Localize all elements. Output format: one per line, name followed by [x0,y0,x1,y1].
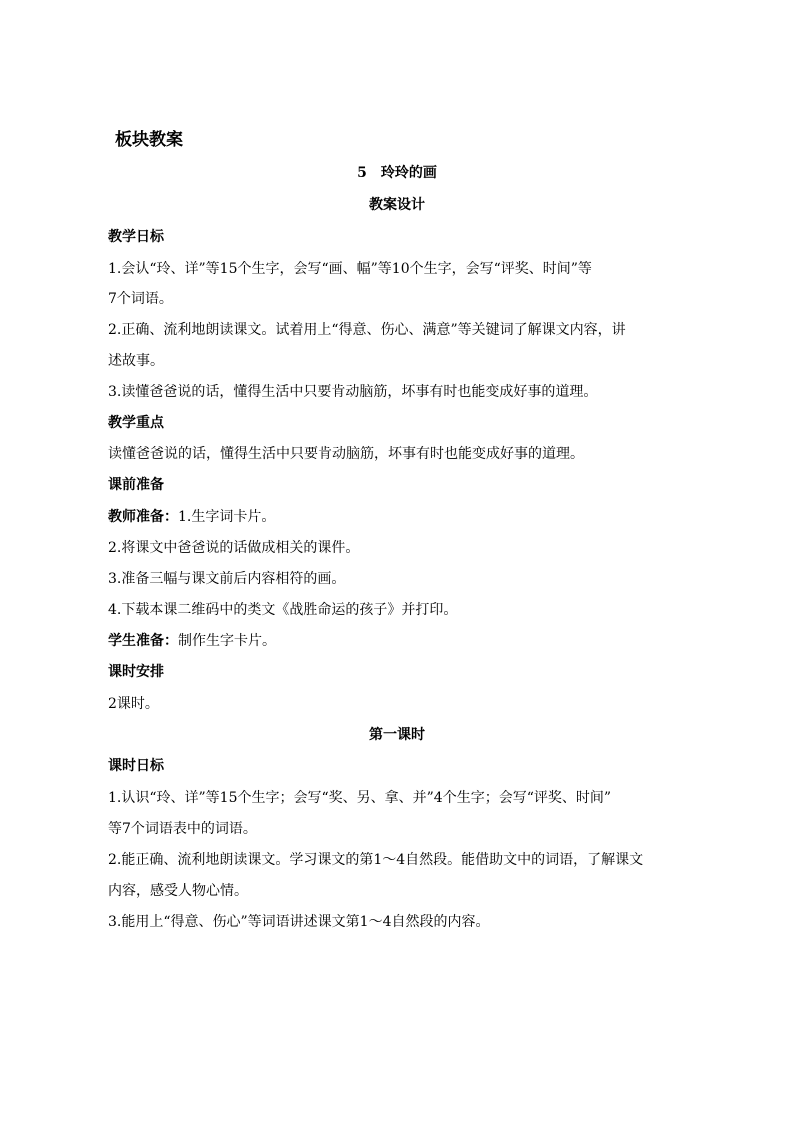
goal-line-1: 1.会认“玲、详”等15个生字，会写“画、幅”等10个生字，会写“评奖、时间”等 [108,261,592,277]
teacher-prep [108,506,275,526]
schedule-heading: 课时安排 [108,664,164,680]
first-goal-line-1: 1.认识“玲、详”等15个生字；会写“奖、另、拿、并”4个生字；会写“评奖、时间” [108,790,612,806]
section-title: 板块教案 [115,130,183,150]
student-prep-label: 学生准备： [108,633,178,649]
teacher-prep-item-4: 4.下载本课二维码中的类文《战胜命运的孩子》并打印。 [108,602,458,618]
first-lesson-title: 第一课时 [369,727,425,743]
lesson-title: 5 玲玲的画 [357,165,437,181]
student-prep [108,630,276,650]
teacher-prep-item-3: 3.准备三幅与课文前后内容相符的画。 [108,571,346,587]
goal-line-5: 3.读懂爸爸说的话，懂得生活中只要肯动脑筋，坏事有时也能变成好事的道理。 [108,384,598,400]
goals-heading: 教学日标 [108,229,164,245]
student-prep-text: 制作生字卡片。 [178,633,276,649]
prep-heading: 课前准备 [108,477,164,493]
first-goal-line-2: 等7个词语表中的词语。 [108,821,257,837]
goal-line-3: 2.正确、流利地朗读课文。试着用上“得意、伤心、满意”等关键词了解课文内容，讲 [108,322,626,338]
goal-line-4: 述故事。 [108,353,164,369]
first-goal-line-5: 3.能用上“得意、伤心”等词语讲述课文第1～4自然段的内容。 [108,914,490,930]
first-lesson-goals-heading: 课时日标 [108,758,164,774]
first-goal-line-4: 内容，感受人物心情。 [108,883,248,899]
teacher-prep-item-1: 1.生字词卡片。 [178,509,276,525]
key-points-text: 读懂爸爸说的话，懂得生活中只要肯动脑筋，坏事有时也能变成好事的道理。 [108,446,584,462]
teacher-prep-item-2: 2.将课文中爸爸说的话做成相关的课件。 [108,540,360,556]
goal-line-2: 7个词语。 [108,291,173,307]
first-goal-line-3: 2.能正确、流利地朗读课文。学习课文的第1～4自然段。能借助文中的词语，了解课文 [108,852,644,868]
key-points-heading: 教学重点 [108,415,164,431]
design-title: 教案设计 [369,197,425,213]
teacher-prep-label: 教师准备： [108,509,178,525]
schedule-text: 2课时。 [108,696,159,712]
